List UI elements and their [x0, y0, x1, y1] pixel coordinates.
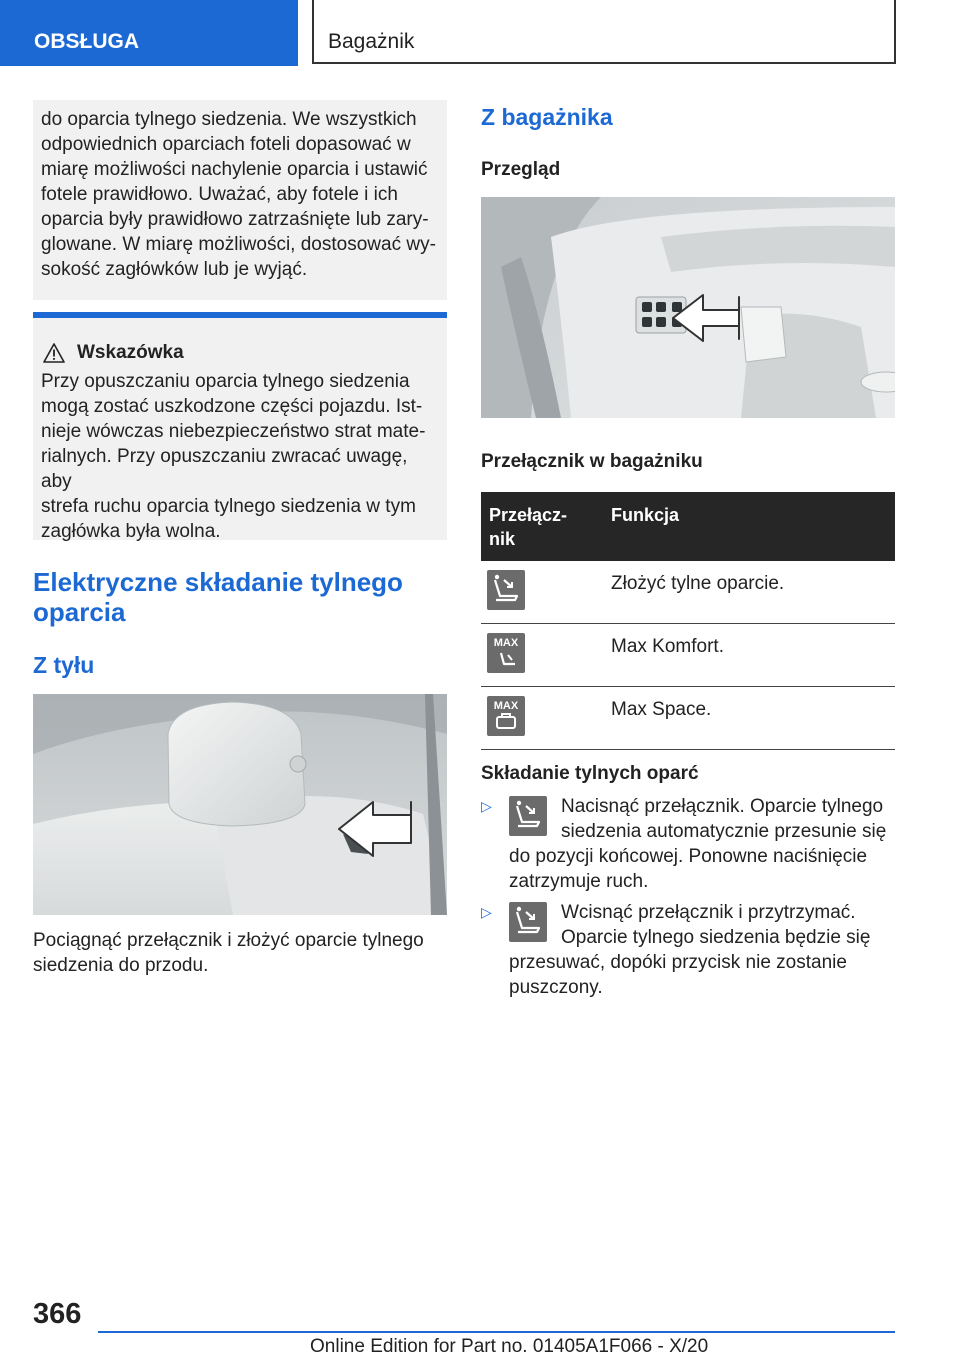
page-number: 366: [33, 1298, 82, 1330]
header-switch-line: nik: [489, 529, 516, 549]
caption-line: siedzenia do przodu.: [33, 955, 209, 976]
subsection-rear: Z tyłu: [33, 652, 95, 678]
table-cell-icon: [481, 687, 603, 750]
switch-function-table: [481, 492, 895, 750]
overview-heading: Przegląd: [481, 159, 561, 180]
list-first-line: siedzenia automatycznie przesunie się: [561, 821, 887, 842]
bullet-icon: ▷: [481, 904, 492, 920]
warning-icon: [43, 343, 65, 363]
folding-heading: Składanie tylnych oparć: [481, 763, 699, 784]
rear-seat-illustration: [33, 694, 447, 915]
section-title: [33, 567, 453, 627]
note-line: rialnych. Przy opuszczaniu zwracać uwagę, aby: [41, 446, 408, 492]
seat-fold-icon: [509, 796, 547, 836]
list-line: zatrzymuje ruch.: [509, 871, 649, 892]
table-cell-icon: [481, 624, 603, 687]
note-box: [33, 312, 447, 540]
edition-text: Online Edition for Part no. 01405A1F066 - X/20: [310, 1336, 709, 1357]
intro-line: fotele prawidłowo. Uważać, aby fotele i ich: [41, 184, 398, 205]
table-cell-function: Max Space.: [603, 687, 895, 750]
note-line: zagłówka była wolna.: [41, 521, 221, 542]
list-item: [481, 900, 895, 1000]
list-first-line: Oparcie tylnego siedzenia będzie się: [561, 927, 871, 948]
section-title-line: Elektryczne składanie tylnego: [33, 567, 403, 597]
subsection-trunk: Z bagażnika: [481, 104, 613, 130]
intro-line: sokość zagłówków lub je wyjąć.: [41, 259, 308, 280]
bullet-icon: ▷: [481, 798, 492, 814]
intro-line: miarę możliwości nachylenie oparcia i ustawić: [41, 159, 428, 180]
note-line: mogą zostać uszkodzone części pojazdu. Ist-: [41, 396, 423, 417]
table-header-switch: [481, 492, 603, 561]
max-space-icon: [487, 696, 525, 736]
list-line: puszczony.: [509, 977, 603, 998]
note-title: [41, 340, 439, 365]
list-line: przesuwać, dopóki przycisk nie zostanie: [509, 952, 847, 973]
rear-seat-photo: [33, 694, 447, 915]
table-cell-function: Max Komfort.: [603, 624, 895, 687]
caption-line: Pociągnąć przełącznik i złożyć oparcie tylnego: [33, 930, 424, 951]
table-row: [481, 687, 895, 750]
intro-line: do oparcia tylnego siedzenia. We wszystkich: [41, 109, 417, 130]
max-label: MAX: [493, 637, 519, 649]
table-row: [481, 561, 895, 624]
note-line: Przy opuszczaniu oparcia tylnego siedzenia: [41, 371, 410, 392]
intro-line: odpowiednich oparciach foteli dopasować w: [41, 134, 411, 155]
rear-caption: [33, 928, 447, 978]
section-tab: OBSŁUGA: [0, 0, 298, 66]
footer-divider: [98, 1331, 895, 1333]
trunk-image-caption: Przełącznik w bagażniku: [481, 451, 703, 472]
note-title-text: Wskazówka: [77, 342, 184, 363]
table-row: [481, 624, 895, 687]
intro-line: glowane. W miarę możliwości, dostosować wy-: [41, 234, 436, 255]
intro-box: [33, 100, 447, 300]
trunk-photo: [481, 197, 895, 418]
table-cell-icon: [481, 561, 603, 624]
table-cell-function: Złożyć tylne oparcie.: [603, 561, 895, 624]
section-title-line: oparcia: [33, 597, 126, 627]
note-line: nieje wówczas niebezpieczeństwo strat mate-: [41, 421, 426, 442]
list-first-line: Nacisnąć przełącznik. Oparcie tylnego: [561, 796, 884, 817]
trunk-illustration: [481, 197, 895, 418]
max-comfort-icon: [487, 633, 525, 673]
intro-line: oparcia były prawidłowo zatrzaśnięte lub zary-: [41, 209, 429, 230]
list-line: do pozycji końcowej. Ponowne naciśnięcie: [509, 846, 868, 867]
table-header-row: [481, 492, 895, 561]
list-item: [481, 794, 895, 894]
seat-fold-icon: [509, 902, 547, 942]
header-switch-line: Przełącz-: [489, 505, 568, 525]
max-label: MAX: [493, 700, 519, 712]
table-header-function: Funkcja: [603, 492, 895, 561]
note-line: strefa ruchu oparcia tylnego siedzenia w tym: [41, 496, 416, 517]
chapter-tab: Bagażnik: [312, 0, 896, 64]
list-first-line: Wcisnąć przełącznik i przytrzymać.: [561, 902, 856, 923]
seat-fold-icon: [487, 570, 525, 610]
